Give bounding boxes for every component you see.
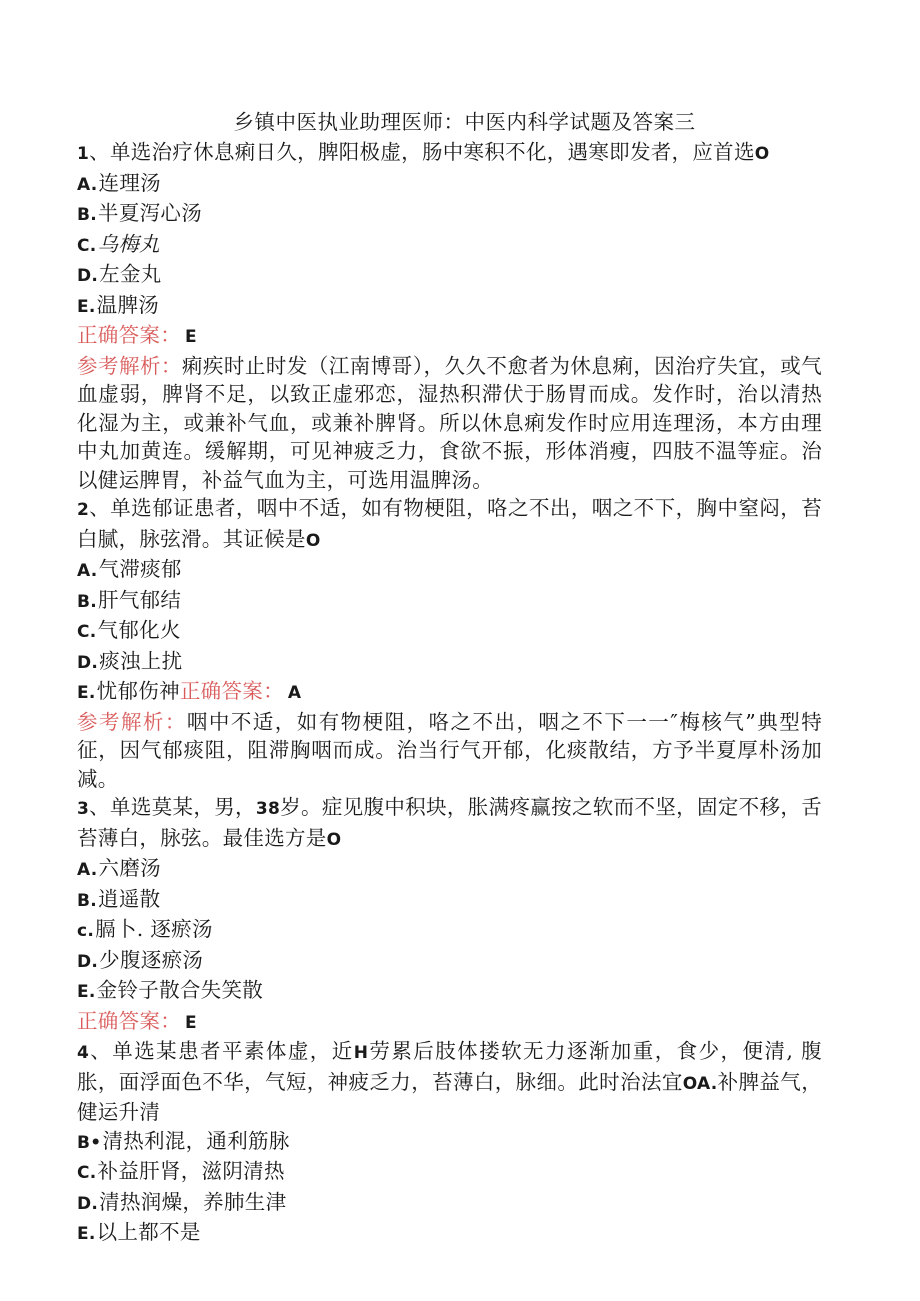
option-text: 忧郁伤神 xyxy=(96,679,180,703)
question-stem xyxy=(77,793,822,854)
question-text: 、单选郁证患者，咽中不适，如有物梗阻，咯之不出，咽之不下，胸中窒闷，苔白腻，脉弦滑。其证候是 xyxy=(77,496,822,551)
option-letter: B. xyxy=(77,205,98,225)
option-text: 气滞痰郁 xyxy=(98,557,182,581)
option-b xyxy=(77,586,822,617)
option-e xyxy=(77,1218,822,1249)
patient-age: 38 xyxy=(255,799,281,819)
option-letter: B. xyxy=(77,890,98,911)
question-stem xyxy=(77,1037,822,1127)
question-blank: O xyxy=(754,144,770,164)
answer-line xyxy=(77,321,822,352)
option-b xyxy=(77,885,822,916)
answer-value: A xyxy=(287,683,302,703)
option-a xyxy=(77,854,822,885)
question-text-h: H xyxy=(353,1043,369,1063)
question-text: 、单选某患者平素体虚，近 xyxy=(89,1039,354,1063)
option-d xyxy=(77,647,822,678)
option-letter: c. xyxy=(77,921,95,941)
option-letter: B• xyxy=(77,1132,102,1153)
option-letter: B. xyxy=(77,591,98,612)
option-e xyxy=(77,291,822,322)
analysis xyxy=(77,352,822,495)
answer-value: E xyxy=(185,1012,197,1033)
option-text: 半夏泻心汤 xyxy=(98,201,203,225)
question-stem xyxy=(77,494,822,555)
analysis-label: 参考解析： xyxy=(77,709,187,734)
option-letter: C. xyxy=(77,1163,97,1183)
question-text-cont: 岁。症见腹中积块，胀满疼赢按之软而不坚，固定不移，舌苔薄白，脉弦。最佳选方是 xyxy=(77,795,822,850)
option-letter: D. xyxy=(77,951,99,972)
option-text: 六磨汤 xyxy=(98,856,161,880)
question-text-cont: 劳累后肢体搂软无力逐渐加重，食少，便清, 腹胀，面浮面色不华，气短，神疲乏力，苔薄白，脉细。此时治法宜 xyxy=(77,1039,822,1094)
option-letter: A. xyxy=(77,174,98,195)
option-b xyxy=(77,1127,822,1158)
analysis-text: 痢疾时止时发（江南博哥），久久不愈者为休息痢，因治疗失宜，或气血虚弱，脾肾不足，以致正虚邪恋，湿热积滞伏于肠胃而成。发作时，治以清热化湿为主，或兼补气血，或兼补脾肾。所以休息痢发作时应用连理汤，本方由理中丸加黄连。缓解期，可见神疲乏力，食欲不振，形体消瘦，四肢不温等症。治以健运脾胃，补益气血为主，可选用温脾汤。 xyxy=(77,353,822,492)
option-e xyxy=(77,677,822,708)
answer-label: 正确答案： xyxy=(77,1008,181,1033)
question-number: 4 xyxy=(77,1043,90,1063)
option-a xyxy=(77,555,822,586)
option-text: 连理汤 xyxy=(98,170,161,195)
option-letter: C. xyxy=(77,235,97,256)
option-text: 金铃子散合失笑散 xyxy=(96,978,264,1002)
option-letter: E. xyxy=(77,1224,96,1244)
question-number: 2 xyxy=(77,500,90,520)
option-a-letter: OA. xyxy=(682,1073,718,1094)
question-blank: O xyxy=(326,829,342,850)
option-c xyxy=(77,616,822,647)
option-text: 左金丸 xyxy=(99,262,162,286)
option-d xyxy=(77,260,822,291)
option-letter: E. xyxy=(77,296,96,317)
analysis xyxy=(77,708,822,794)
option-text: 少腹逐瘀汤 xyxy=(99,947,204,972)
option-letter: C. xyxy=(77,622,97,642)
question-text: 、单选莫某，男， xyxy=(89,795,256,819)
question-text: 、单选治疗休息痢日久，脾阳极虚，肠中寒积不化，遇寒即发者，应首选 xyxy=(89,140,755,164)
option-b xyxy=(77,199,822,230)
option-text: 乌梅丸 xyxy=(97,231,160,256)
question-blank: O xyxy=(305,530,321,551)
option-text: 补益肝肾，滋阴清热 xyxy=(97,1159,285,1183)
option-text: 逍遥散 xyxy=(98,886,161,911)
document-title: 乡镇中医执业助理医师：中医内科学试题及答案三 xyxy=(233,110,696,134)
option-text: 肝气郁结 xyxy=(98,587,182,612)
option-text: 膈卜. 逐瘀汤 xyxy=(95,917,213,941)
option-text: 温脾汤 xyxy=(96,292,160,317)
analysis-label: 参考解析： xyxy=(77,353,182,378)
question-stem xyxy=(77,138,822,169)
option-letter: E. xyxy=(77,683,96,703)
option-letter: D. xyxy=(77,266,99,286)
option-c xyxy=(77,1157,822,1188)
option-text: 清热润燥，养肺生津 xyxy=(99,1189,287,1214)
answer-value: E xyxy=(185,327,197,347)
question-number: 3 xyxy=(77,799,90,819)
option-text: 以上都不是 xyxy=(96,1220,201,1244)
option-text: 气郁化火 xyxy=(97,618,181,642)
option-a xyxy=(77,169,822,200)
question-3 xyxy=(77,793,822,1037)
option-d xyxy=(77,946,822,977)
document-page xyxy=(77,108,822,1249)
option-c xyxy=(77,230,822,261)
option-letter: E. xyxy=(77,982,96,1002)
answer-line xyxy=(77,1007,822,1038)
option-text: 清热利混，通利筋脉 xyxy=(102,1128,290,1153)
question-1 xyxy=(77,138,822,494)
analysis-text: 咽中不适，如有物梗阻，咯之不出，咽之不下一一″梅核气”典型特征，因气郁痰阻，阻滞胸咽而成。治当行气开郁，化痰散结，方予半夏厚朴汤加减。 xyxy=(77,709,823,791)
question-number: 1 xyxy=(77,144,90,164)
question-2 xyxy=(77,494,822,793)
option-letter: A. xyxy=(77,561,98,581)
option-text: 痰浊上扰 xyxy=(99,648,183,673)
answer-label: 正确答案： xyxy=(179,679,284,703)
answer-label: 正确答案： xyxy=(77,323,181,347)
option-letter: A. xyxy=(77,860,98,880)
option-c xyxy=(77,915,822,946)
option-letter: D. xyxy=(77,652,99,673)
option-letter: D. xyxy=(77,1193,99,1214)
option-d xyxy=(77,1188,822,1219)
question-4 xyxy=(77,1037,822,1249)
option-e xyxy=(77,976,822,1007)
option-a-text: 补脾益气，健运升清 xyxy=(77,1069,822,1124)
